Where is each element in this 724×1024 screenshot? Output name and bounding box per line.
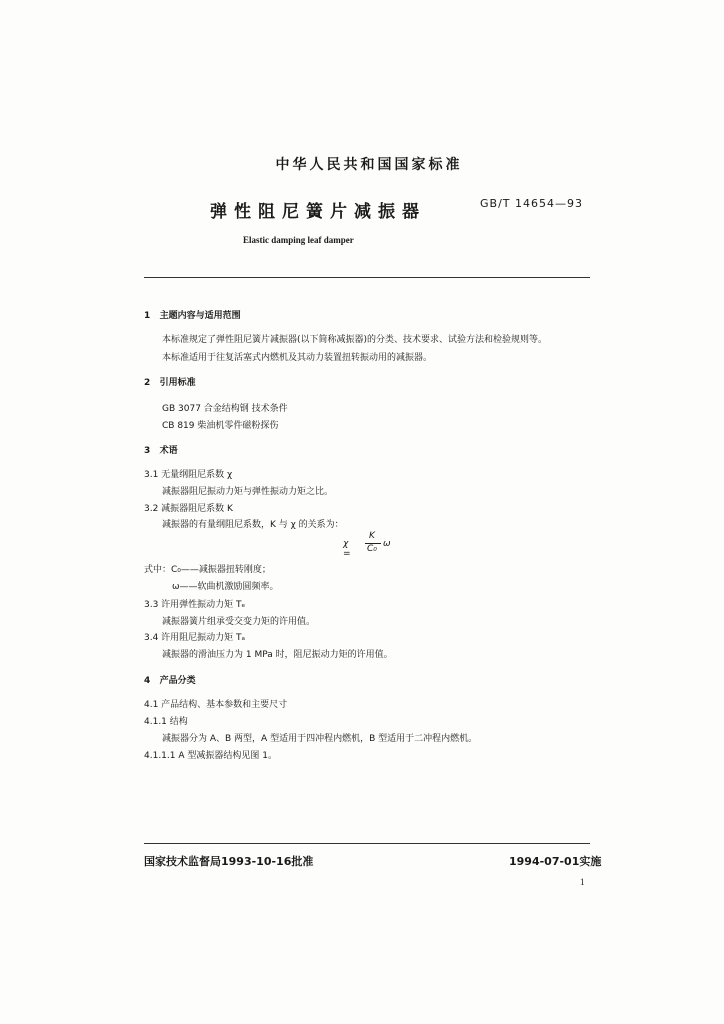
formula-where: ω——软曲机激励圆频率。 xyxy=(172,582,279,592)
term-heading: 3.4 许用阻尼振动力矩 Tₐ xyxy=(144,633,246,643)
section-title: 产品分类 xyxy=(159,676,196,686)
footer-divider xyxy=(144,843,590,844)
formula-denominator: C₀ xyxy=(367,544,377,554)
formula-where: 式中：C₀——减振器扭转刚度； xyxy=(144,565,271,575)
reference-item: CB 819 柴油机零件磁粉探伤 xyxy=(162,421,279,431)
standard-title: 弹性阻尼簧片减振器 xyxy=(210,202,426,222)
term-heading: 3.1 无量纲阻尼系数 χ xyxy=(144,470,233,480)
term-definition: 减振器阻尼振动力矩与弹性振动力矩之比。 xyxy=(162,487,334,497)
section-3-heading xyxy=(144,443,178,456)
term-heading: 3.3 许用弹性振动力矩 Tₑ xyxy=(144,600,246,610)
subsection-heading: 4.1 产品结构、基本参数和主要尺寸 xyxy=(144,700,288,710)
paragraph: 本标准适用于往复活塞式内燃机及其动力装置扭转振动用的减振器。 xyxy=(162,353,433,363)
section-2-heading xyxy=(144,375,196,388)
formula-rhs: ω xyxy=(383,539,391,549)
term-heading: 3.2 减振器阻尼系数 K xyxy=(144,504,233,514)
page-number: 1 xyxy=(580,877,585,887)
section-number: 4 xyxy=(144,676,151,686)
national-standard-heading: 中华人民共和国国家标准 xyxy=(275,157,463,173)
term-definition: 减振器簧片组承受交变力矩的许用值。 xyxy=(162,617,316,627)
formula-numerator: K xyxy=(369,531,375,541)
header-divider xyxy=(144,277,590,278)
reference-item: GB 3077 合金结构钢 技术条件 xyxy=(162,404,288,414)
section-title: 主题内容与适用范围 xyxy=(159,311,241,321)
paragraph: 减振器分为 A、B 两型，A 型适用于四冲程内燃机，B 型适用于二冲程内燃机。 xyxy=(162,734,478,744)
term-definition: 减振器的滑油压力为 1 MPa 时，阻尼振动力矩的许用值。 xyxy=(162,650,393,660)
approval-date: 国家技术监督局1993-10-16批准 xyxy=(144,855,314,868)
paragraph: 本标准规定了弹性阻尼簧片减振器(以下简称减振器)的分类、技术要求、试验方法和检验规则等。 xyxy=(162,335,548,345)
section-title: 术语 xyxy=(159,446,178,456)
section-number: 3 xyxy=(144,446,151,456)
section-title: 引用标准 xyxy=(159,378,196,388)
implementation-date: 1994-07-01实施 xyxy=(509,855,602,868)
section-4-heading xyxy=(144,673,196,686)
english-title: Elastic damping leaf damper xyxy=(243,235,354,245)
section-number: 1 xyxy=(144,311,151,321)
section-number: 2 xyxy=(144,378,151,388)
term-definition: 减振器的有量纲阻尼系数，K 与 χ 的关系为： xyxy=(162,520,344,530)
subsection-heading: 4.1.1.1 A 型减振器结构见图 1。 xyxy=(144,751,277,761)
formula-lhs: χ = xyxy=(343,539,351,559)
section-1-heading xyxy=(144,308,241,321)
standard-code: GB/T 14654—93 xyxy=(480,197,583,210)
subsection-heading: 4.1.1 结构 xyxy=(144,717,188,727)
